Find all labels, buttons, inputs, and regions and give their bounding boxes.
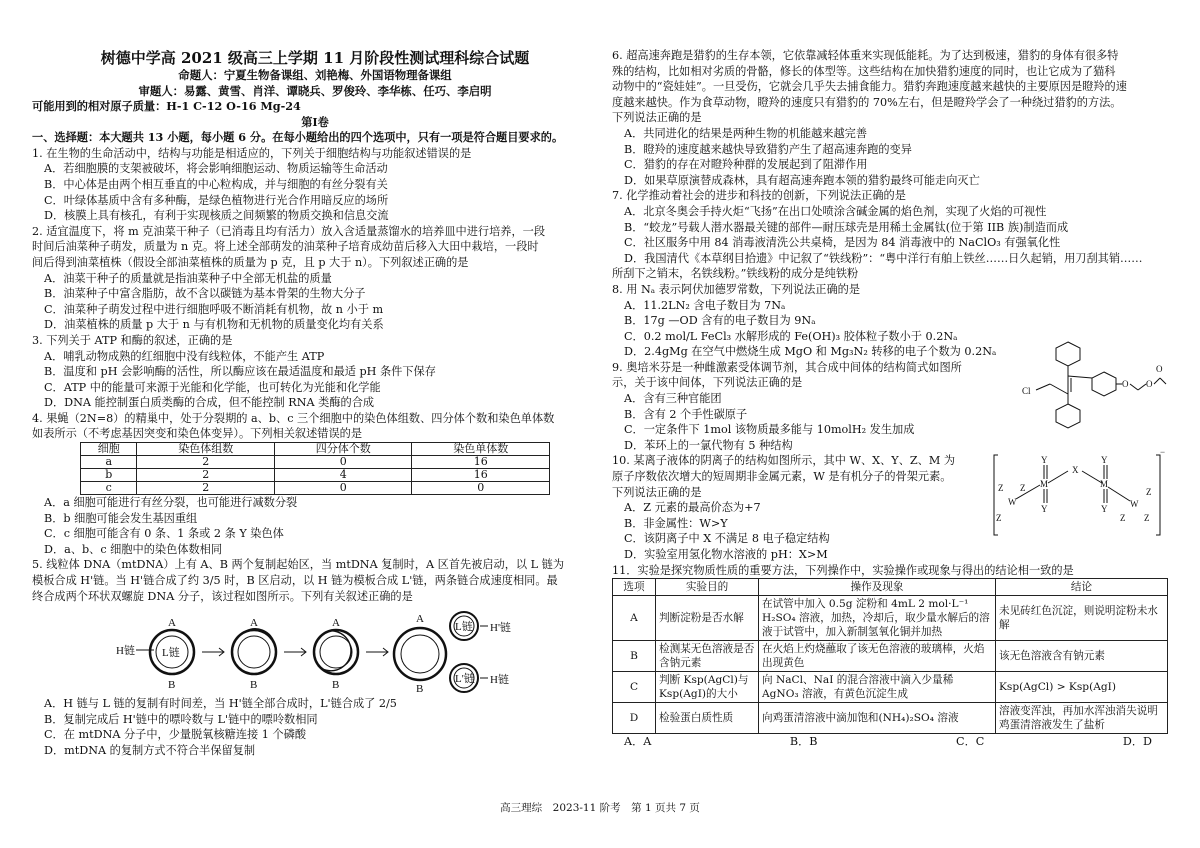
table-cell: 在试管中加入 0.5g 淀粉和 4mL 2 mol·L⁻¹ H₂SO₄ 溶液，加热，冷却后，取少量水解后的溶液于试管中，加入新制氢氧化铜并加热 bbox=[759, 596, 996, 641]
q4-table bbox=[80, 442, 550, 495]
q2-option-d: D．油菜植株的质量 p 大于 n 与有机物和无机物的质量变化均有关系 bbox=[44, 318, 384, 332]
q10-stem-line: 原子序数依次增大的短周期非金属元素，W 是有机分子的骨架元素。 bbox=[612, 470, 952, 484]
page-footer: 高三理综 2023-11 阶考 第 1 页共 7 页 bbox=[500, 802, 700, 814]
q11-table bbox=[612, 578, 1168, 734]
q6-stem-line: 度越来越快。作为食草动物，瞪羚的速度只有猎豹的 70%左右，但是瞪羚学会了一种绕过猎豹的方法。 bbox=[612, 95, 1122, 109]
atom-y: Y bbox=[1041, 455, 1048, 466]
table-row bbox=[613, 672, 1168, 703]
q4-stem-line: 4. 果蝇（2N=8）的精巢中，处于分裂期的 a、b、c 三个细胞中的染色体组数、四分体个数和染色单体数 bbox=[32, 411, 555, 425]
exam-title: 树德中学高 2021 级高三上学期 11 月阶段性测试理科综合试题 bbox=[100, 49, 530, 67]
label-l-chain: L链 bbox=[455, 621, 473, 634]
q2-stem-line: 间后得到油菜植株（假设全部油菜植株的质量为 p 克，且 p 大于 n）。下列叙述正确的是 bbox=[32, 255, 469, 269]
q5-option-b: B．复制完成后 H'链中的嘌呤数与 L'链中的嘌呤数相同 bbox=[44, 712, 318, 726]
table-cell: 2 bbox=[137, 456, 275, 469]
table-cell: 向鸡蛋清溶液中滴加饱和(NH₄)₂SO₄ 溶液 bbox=[759, 703, 996, 734]
table-cell: a bbox=[81, 456, 137, 469]
table-cell: 未见砖红色沉淀，则说明淀粉未水解 bbox=[996, 596, 1168, 641]
table-cell: C bbox=[613, 672, 656, 703]
q4-option-c: C．c 细胞可能含有 0 条、1 条或 2 条 Y 染色体 bbox=[44, 527, 284, 541]
mtdna-replication-figure bbox=[32, 604, 598, 696]
q6-stem-line: 动物中的“瓷娃娃”。一旦受伤，它就会几乎失去捕食能力。猎豹奔跑速度越来越快的主要原因是瞪羚的速 bbox=[612, 80, 1127, 94]
table-header-row bbox=[613, 579, 1168, 596]
q8-stem: 8. 用 Nₐ 表示阿伏加德罗常数，下列说法正确的是 bbox=[612, 282, 861, 296]
label-h-chain: H链 bbox=[116, 645, 135, 658]
right-column bbox=[612, 48, 1172, 750]
q4-option-b: B．b 细胞可能会发生基因重组 bbox=[44, 511, 198, 525]
table-header-cell: 实验目的 bbox=[656, 579, 759, 596]
table-row bbox=[613, 641, 1168, 672]
label-l-chain: L链 bbox=[162, 647, 180, 660]
q1-option-a: A．若细胞膜的支架被破坏，将会影响细胞运动、物质运输等生命活动 bbox=[44, 162, 388, 176]
atom-y: Y bbox=[1101, 504, 1108, 515]
q10-option-c: C．该阴离子中 X 不满足 8 电子稳定结构 bbox=[624, 532, 830, 546]
table-cell: 0 bbox=[274, 456, 412, 469]
q3-option-d: D．DNA 能控制蛋白质类酶的合成，但不能控制 RNA 类酶的合成 bbox=[44, 396, 375, 410]
atom-y: Y bbox=[1101, 455, 1108, 466]
q7-option-c: C．社区服务中用 84 消毒液清洗公共桌椅，是因为 84 消毒液中的 NaClO₃ 有强氧化性 bbox=[624, 236, 1061, 250]
q5-stem-line: 终合成两个环状双螺旋 DNA 分子，该过程如图所示。下列有关叙述正确的是 bbox=[32, 589, 413, 603]
q11-answer-c: C．C bbox=[956, 735, 985, 749]
q2-stem-line: 2. 适宜温度下，将 m 克油菜干种子（已消毒且均有活力）放入含适量蒸馏水的培养皿中进行培养，一段 bbox=[32, 224, 546, 238]
table-cell: 2 bbox=[137, 469, 275, 482]
oxygen-label: O bbox=[1122, 378, 1129, 389]
table-row bbox=[81, 456, 550, 469]
minus-charge: − bbox=[1160, 449, 1166, 458]
table-cell: 0 bbox=[412, 482, 550, 495]
q1-option-d: D．核膜上具有核孔，有利于实现核质之间频繁的物质交换和信息交流 bbox=[44, 209, 389, 223]
table-cell: 向 NaCl、NaI 的混合溶液中滴入少量稀 AgNO₃ 溶液，有黄色沉淀生成 bbox=[759, 672, 996, 703]
q1-option-c: C．叶绿体基质中含有多种酶，是绿色植物进行光合作用暗反应的场所 bbox=[44, 193, 389, 207]
atom-m: M bbox=[1040, 479, 1049, 490]
atom-z: Z bbox=[998, 483, 1004, 494]
atom-z: Z bbox=[1120, 513, 1126, 524]
table-cell: 该无色溶液含有钠元素 bbox=[996, 641, 1168, 672]
table-cell: 判断淀粉是否水解 bbox=[656, 596, 759, 641]
table-cell: 16 bbox=[412, 456, 550, 469]
q6-option-a: A．共同进化的结果是两种生物的机能越来越完善 bbox=[624, 126, 868, 140]
q6-stem-line: 下列说法正确的是 bbox=[612, 111, 702, 125]
setters-line: 命题人：宁夏生物备课组、刘艳梅、外国语物理备课组 bbox=[178, 68, 452, 82]
q7-option-d: D．我国清代《本草纲目拾遗》中记叙了“铁线粉”：“粤中洋行有舶上铁丝……日久起销，用刀刮其销…… bbox=[624, 251, 1143, 265]
label-b: B bbox=[332, 679, 340, 692]
atomic-mass-line: 可能用到的相对原子质量：H-1 C-12 O-16 Mg-24 bbox=[32, 99, 301, 113]
q1-option-b: B．中心体是由两个相互垂直的中心粒构成，并与细胞的有丝分裂有关 bbox=[44, 177, 388, 191]
table-cell: 4 bbox=[274, 469, 412, 482]
q8-option-d: D．2.4gMg 在空气中燃烧生成 MgO 和 Mg₃N₂ 转移的电子个数为 0.2Nₐ bbox=[624, 345, 997, 359]
q9-stem-line: 9. 奥培米芬是一种雌激素受体调节剂，其合成中间体的结构简式如图所 bbox=[612, 360, 962, 374]
q6-stem-line: 殊的结构，比如相对劣质的骨骼，修长的体型等。这些结构在加快猎豹速度的同时，也让它成为了猫科 bbox=[612, 64, 1116, 78]
q5-stem-line: 模板合成 H'链。当 H'链合成了约 3/5 时，B 区启动，以 H 链为模板合成 L'链，两条链合成速度相同。最 bbox=[32, 574, 558, 588]
table-cell: Ksp(AgCl) > Ksp(AgI) bbox=[996, 672, 1168, 703]
table-row bbox=[613, 703, 1168, 734]
label-h-prime-chain: H'链 bbox=[490, 622, 511, 635]
q11-answer-d: D．D bbox=[1122, 735, 1152, 749]
oxygen-label: O bbox=[1146, 378, 1153, 389]
q2-option-c: C．油菜种子萌发过程中进行细胞呼吸不断消耗有机物，故 n 小于 m bbox=[44, 302, 384, 316]
label-h-chain: H链 bbox=[490, 674, 509, 687]
atom-w: W bbox=[1008, 497, 1017, 508]
volume-label: 第Ⅰ卷 bbox=[301, 114, 329, 129]
q4-stem-line: 如表所示（不考虑基因突变和染色体变异）。下列相关叙述错误的是 bbox=[32, 427, 363, 441]
reviewers-line: 审题人：易露、黄雪、肖洋、谭晓兵、罗俊玲、李华栋、任巧、李启明 bbox=[138, 83, 492, 98]
ionic-liquid-anion-structure bbox=[990, 449, 1172, 541]
q3-option-b: B．温度和 pH 会影响酶的活性，所以酶应该在最适温度和最适 pH 条件下保存 bbox=[44, 365, 436, 379]
chlorine-label: Cl bbox=[1022, 385, 1031, 396]
q5-option-c: C．在 mtDNA 分子中，少量脱氧核糖连接 1 个磷酸 bbox=[44, 728, 307, 742]
table-cell: A bbox=[613, 596, 656, 641]
left-column bbox=[32, 48, 598, 759]
table-cell: 检测某无色溶液是否含钠元素 bbox=[656, 641, 759, 672]
q4-option-d: D．a、b、c 细胞中的染色体数相同 bbox=[44, 542, 223, 556]
q2-option-a: A．油菜干种子的质量就是指油菜种子中全部无机盐的质量 bbox=[44, 271, 332, 285]
table-header-cell: 细胞 bbox=[81, 443, 137, 456]
table-cell: B bbox=[613, 641, 656, 672]
q5-stem-line: 5. 线粒体 DNA（mtDNA）上有 A、B 两个复制起始区，当 mtDNA 复制时，A 区首先被启动，以 L 链为 bbox=[32, 558, 565, 572]
table-cell: D bbox=[613, 703, 656, 734]
table-cell: 2 bbox=[137, 482, 275, 495]
q2-option-b: B．油菜种子中富含脂肪，故不含以碳链为基本骨架的生物大分子 bbox=[44, 287, 366, 301]
q10-option-b: B．非金属性：W>Y bbox=[624, 516, 728, 530]
q11-answer-b: B．B bbox=[789, 735, 818, 749]
q5-option-d: D．mtDNA 的复制方式不符合半保留复制 bbox=[44, 744, 256, 757]
q5-option-a: A．H 链与 L 链的复制有时间差，当 H'链全部合成时，L'链合成了 2/5 bbox=[44, 697, 397, 711]
ospemifene-intermediate-structure bbox=[1008, 338, 1172, 438]
q3-option-c: C．ATP 中的能量可来源于光能和化学能，也可转化为光能和化学能 bbox=[44, 380, 381, 394]
atom-y: Y bbox=[1041, 504, 1048, 515]
table-header-row bbox=[81, 443, 550, 456]
q7-option-a: A．北京冬奥会手持火炬“飞扬”在出口处喷涂含碱金属的焰色剂，实现了火焰的可视性 bbox=[624, 204, 1047, 218]
table-header-cell: 操作及现象 bbox=[759, 579, 996, 596]
q10-option-d: D．实验室用氢化物水溶液的 pH：X>M bbox=[624, 548, 828, 561]
table-header-cell: 选项 bbox=[613, 579, 656, 596]
q10-option-a: A．Z 元素的最高价态为+7 bbox=[624, 501, 761, 515]
label-b: B bbox=[250, 679, 258, 692]
q8-option-b: B．17g —OD 含有的电子数目为 9Nₐ bbox=[624, 314, 816, 328]
q3-stem: 3. 下列关于 ATP 和酶的叙述，正确的是 bbox=[32, 333, 233, 347]
atom-m: M bbox=[1100, 479, 1109, 490]
table-header-cell: 染色体组数 bbox=[137, 443, 275, 456]
atom-z: Z bbox=[1020, 483, 1026, 494]
q10-stem-line: 下列说法正确的是 bbox=[612, 485, 702, 499]
table-cell: 判断 Ksp(AgCl)与 Ksp(AgI)的大小 bbox=[656, 672, 759, 703]
table-header-cell: 结论 bbox=[996, 579, 1168, 596]
table-row bbox=[81, 469, 550, 482]
q6-stem-line: 6. 超高速奔跑是猎豹的生存本领，它依靠减轻体重来实现低能耗。为了达到极速，猎豹的身体有很多特 bbox=[612, 49, 1119, 62]
q10-stem-line: 10. 某离子液体的阴离子的结构如图所示，其中 W、X、Y、Z、M 为 bbox=[612, 454, 956, 468]
atom-z: Z bbox=[1146, 487, 1152, 498]
q7-stem: 7. 化学推动着社会的进步和科技的创新，下列说法正确的是 bbox=[612, 189, 906, 203]
q6-option-c: C．猎豹的存在对瞪羚种群的发展起到了阻滞作用 bbox=[624, 158, 868, 172]
q1-stem: 1. 在生物的生命活动中，结构与功能是相适应的，下列关于细胞结构与功能叙述错误的是 bbox=[32, 146, 472, 160]
q8-option-a: A．11.2LN₂ 含电子数目为 7Nₐ bbox=[624, 298, 786, 312]
atom-x: X bbox=[1072, 465, 1079, 476]
q9-option-b: B．含有 2 个手性碳原子 bbox=[624, 407, 748, 421]
q8-option-c: C．0.2 mol/L FeCl₃ 水解形成的 Fe(OH)₃ 胶体粒子数小于 0.2Nₐ bbox=[624, 329, 958, 343]
label-a: A bbox=[250, 617, 258, 630]
q7-option-d-continued: 所刮下之销末，名铁线粉。”铁线粉的成分是纯铁粉 bbox=[612, 267, 859, 281]
label-b: B bbox=[416, 683, 424, 696]
label-a: A bbox=[416, 613, 424, 626]
table-header-cell: 四分体个数 bbox=[274, 443, 412, 456]
q2-stem-line: 时间后油菜种子萌发，质量为 n 克。将上述全部萌发的油菜种子培育成幼苗后移入大田中栽培，一段时 bbox=[32, 240, 539, 254]
table-cell: 溶液变浑浊，再加水浑浊消失说明鸡蛋清溶液发生了盐析 bbox=[996, 703, 1168, 734]
q3-option-a: A．哺乳动物成熟的红细胞中没有线粒体，不能产生 ATP bbox=[44, 349, 325, 363]
atom-z: Z bbox=[1144, 513, 1150, 524]
q11-answer-a: A．A bbox=[624, 735, 652, 749]
table-cell: 0 bbox=[274, 482, 412, 495]
atom-w: W bbox=[1130, 499, 1139, 510]
q9-option-a: A．含有三种官能团 bbox=[624, 392, 722, 406]
table-row bbox=[81, 482, 550, 495]
table-header-cell: 染色单体数 bbox=[412, 443, 550, 456]
table-cell: 16 bbox=[412, 469, 550, 482]
table-cell: 在火焰上灼烧蘸取了该无色溶液的玻璃棒，火焰出现黄色 bbox=[759, 641, 996, 672]
table-cell: c bbox=[81, 482, 137, 495]
table-row bbox=[613, 596, 1168, 641]
table-cell: 检验蛋白质性质 bbox=[656, 703, 759, 734]
q11-answer-options bbox=[612, 734, 1172, 750]
q9-option-d: D．苯环上的一氯代物有 5 种结构 bbox=[624, 438, 793, 452]
q6-option-d: D．如果草原演替成森林，具有超高速奔跑本领的猎豹最终可能走向灭亡 bbox=[624, 173, 980, 187]
q6-option-b: B．瞪羚的速度越来越快导致猎豹产生了超高速奔跑的变异 bbox=[624, 142, 912, 156]
oxygen-label: O bbox=[1156, 363, 1163, 374]
q7-option-b: B．“蛟龙”号载人潜水器最关键的部件—耐压球壳是用稀土金属钛(位于第 IIB 族)制造而成 bbox=[624, 220, 1069, 234]
label-l-prime-chain: L'链 bbox=[455, 673, 475, 686]
label-a: A bbox=[332, 617, 340, 630]
section-instructions: 一、选择题：本大题共 13 小题，每小题 6 分。在每小题给出的四个选项中，只有一项是符合题目要求的。 bbox=[32, 130, 564, 145]
label-a: A bbox=[168, 617, 176, 630]
table-cell: b bbox=[81, 469, 137, 482]
q9-stem-line: 示，关于该中间体，下列说法正确的是 bbox=[612, 376, 803, 390]
q4-option-a: A．a 细胞可能进行有丝分裂，也可能进行减数分裂 bbox=[44, 496, 298, 510]
q11-stem: 11．实验是探究物质性质的重要方法，下列操作中，实验操作或现象与得出的结论相一致的是 bbox=[612, 563, 1074, 577]
q9-option-c: C．一定条件下 1mol 该物质最多能与 10molH₂ 发生加成 bbox=[624, 423, 915, 437]
atom-z: Z bbox=[996, 513, 1002, 524]
label-b: B bbox=[168, 679, 176, 692]
